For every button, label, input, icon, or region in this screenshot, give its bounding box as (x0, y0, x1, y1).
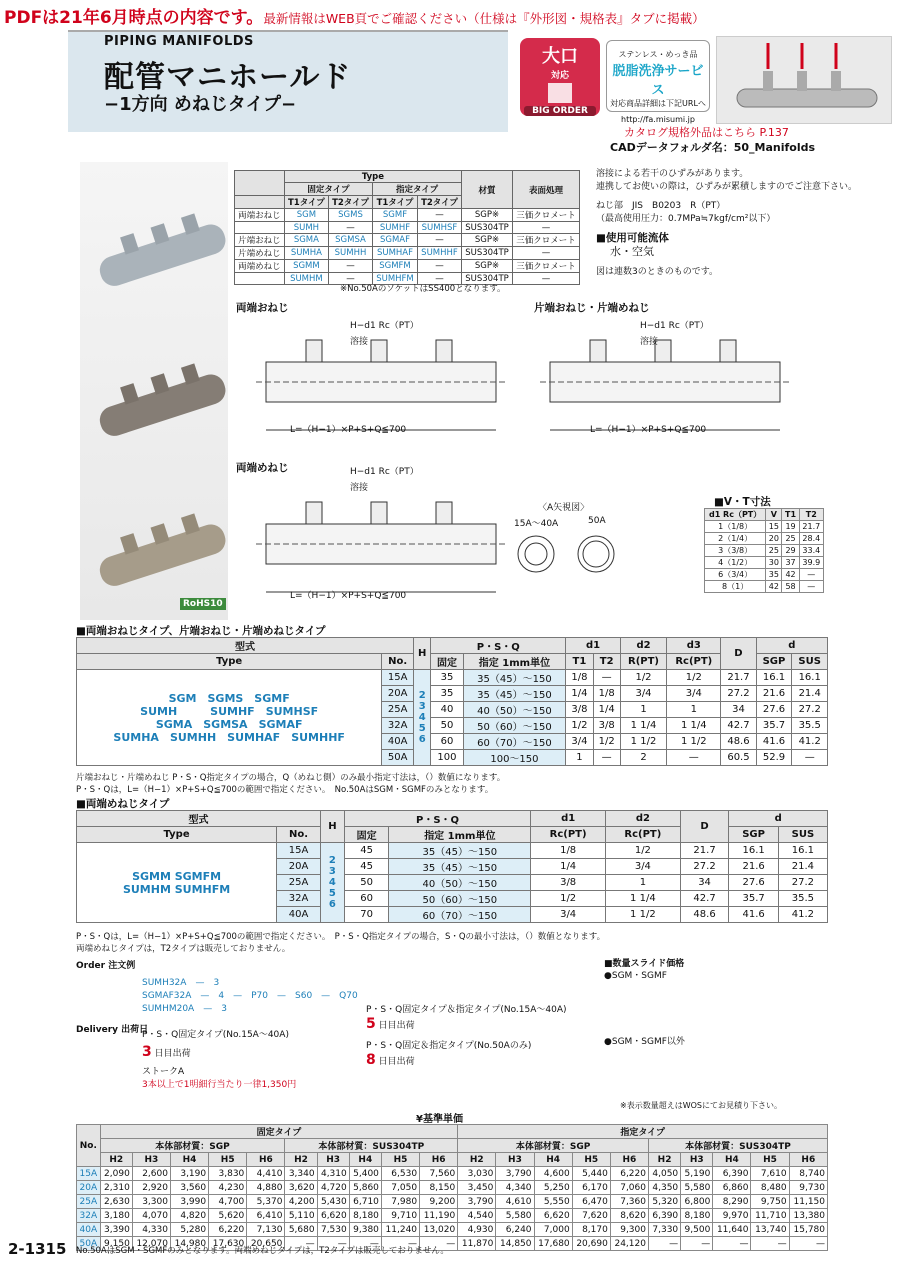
price-cell: 9,750 (751, 1195, 789, 1209)
price-note: No.50AはSGM・SGMFのみとなります。両端めねじタイプは，T2タイプは販売しておりません。 (76, 1246, 449, 1256)
price-cell: — (789, 1237, 827, 1251)
price-cell: 4,610 (496, 1195, 534, 1209)
price-cell: 7,060 (610, 1181, 648, 1195)
dimension-table-2: 型式 H P・S・Q d1 d2 D d Type No. 固定 指定 1mm単位 Rc(PT) Rc(PT) SGP SUS SGMM SGMFM SUMHM SUMHFM 15A 2 3 4 5 6 45 35（45）〜150 1/8 1/2 21.7 16.1 16.1 20A 45 35（45）〜150 1/4 3/4 27.2 21.6 21.4 25A 50 40（50）〜150 3/8 1 34 27.6 27.2 32A 60 50（60）〜150 1/2 1 1/4 42.7 35.7 35.5 40A 70 60（70）〜150 3/4 1 1/2 48.6 41.6 41.2 (76, 810, 828, 923)
price-col-header: H4 (170, 1153, 208, 1167)
hole-label-2: H−d1 Rc（PT） (640, 321, 709, 331)
product-photos (80, 162, 228, 620)
price-cell: 6,800 (681, 1195, 713, 1209)
price-col-header: H5 (572, 1153, 610, 1167)
product-diagram (716, 36, 892, 124)
catalog-link[interactable]: カタログ規格外品はこちら P.137 (624, 126, 789, 139)
price-cell: 12,070 (132, 1237, 170, 1251)
price-cell: 4,350 (648, 1181, 680, 1195)
price-cell: 6,530 (381, 1167, 419, 1181)
arrow-view-a2: 50A (588, 516, 606, 526)
price-cell: 5,620 (209, 1209, 247, 1223)
price-cell: 5,550 (534, 1195, 572, 1209)
price-cell: 6,220 (209, 1223, 247, 1237)
price-cell: 11,640 (713, 1223, 751, 1237)
price-cell: 4,230 (209, 1181, 247, 1195)
price-cell: 11,240 (381, 1223, 419, 1237)
degrease-service-badge: ステンレス・めっき品 脱脂洗浄サービス 対応商品詳細は下記URLへ http://fa.misumi.jp (606, 40, 710, 112)
price-col-header: H2 (100, 1153, 132, 1167)
price-cell: 13,740 (751, 1223, 789, 1237)
price-table-title: ¥基準単価 (416, 1114, 463, 1125)
price-col-header: H5 (209, 1153, 247, 1167)
price-cell: 3,620 (285, 1181, 317, 1195)
manifold-illustration (717, 37, 893, 125)
price-cell: 4,600 (534, 1167, 572, 1181)
price-col-header: H2 (458, 1153, 496, 1167)
price-col-header: H2 (648, 1153, 680, 1167)
price-slide-sub2: ●SGM・SGMF以外 (604, 1037, 685, 1047)
length-label-3: L=（H−1）×P+S+Q≦700 (290, 591, 407, 601)
price-cell: 4,200 (285, 1195, 317, 1209)
price-cell: 8,150 (420, 1181, 458, 1195)
price-cell: 20,650 (247, 1237, 285, 1251)
price-cell: — (713, 1237, 751, 1251)
page-subtitle: −1方向 めねじタイプ− (104, 94, 297, 115)
price-cell: 11,190 (420, 1209, 458, 1223)
length-label-2: L=（H−1）×P+S+Q≦700 (590, 425, 707, 435)
price-cell: 25A (77, 1195, 101, 1209)
price-cell: 6,390 (713, 1167, 751, 1181)
price-cell: 3,830 (209, 1167, 247, 1181)
drawing-both-female (236, 474, 526, 604)
price-cell: 4,330 (132, 1223, 170, 1237)
arrow-view-title: 〈A矢視図〉 (538, 503, 590, 513)
price-cell: 7,000 (534, 1223, 572, 1237)
page-title: 配管マニホールド (104, 60, 352, 95)
price-cell: 6,410 (247, 1209, 285, 1223)
dimension-table-1: 型式 H P・S・Q d1 d2 d3 D d Type No. 固定 指定 1mm単位 T1 T2 R(PT) Rc(PT) SGP SUS SGM SGMS SGMF SUMH SUMHF SUMHSF SGMA SGMSA SGMAF SUMHA SUMHH SUMHAF SUMHHF 15A 2 3 4 5 6 35 35（45）〜150 1/8 — 1/2 1/2 21.7 16.1 16.1 20A 35 35（45）〜150 1/4 1/8 3/4 3/4 27.2 21.6 21.4 25A 40 40（50）〜150 3/8 1/4 1 1 34 27.6 27.2 32A 50 50（60）〜150 1/2 3/8 1 1/4 1 1/4 42.7 35.7 35.5 40A 60 60（70）〜150 3/4 1/2 1 1/2 1 1/2 48.6 41.6 41.2 50A 100 100〜150 1 — 2 — 60.5 52.9 — (76, 637, 828, 766)
weld-label-1: 溶接 (350, 337, 369, 347)
table-row (77, 1195, 828, 1209)
price-cell: 3,030 (458, 1167, 496, 1181)
price-cell: 11,870 (458, 1237, 496, 1251)
price-cell: 4,310 (317, 1167, 349, 1181)
price-cell: 4,930 (458, 1223, 496, 1237)
price-cell: 6,220 (610, 1167, 648, 1181)
price-cell: — (681, 1237, 713, 1251)
drawing3-title: 両端めねじ (236, 462, 289, 474)
section1-note-1: 片端おねじ・片端めねじ P・S・Q指定タイプの場合，Q（めねじ側）のみ最小指定寸法は，（）数値になります。 (76, 773, 506, 783)
price-cell: 6,860 (713, 1181, 751, 1195)
price-cell: 2,630 (100, 1195, 132, 1209)
vt-table: d1 Rc（PT） V T1 T2 1（1/8） 15 19 21.7 2（1/4） 20 25 28.4 3（3/8） 25 29 33.4 4（1/2） 30 37 39.9 6（3/4） 35 42 — 8（1） 42 58 — (704, 508, 824, 593)
price-cell: 7,360 (610, 1195, 648, 1209)
price-cell: 17,680 (534, 1237, 572, 1251)
price-col-header: H2 (285, 1153, 317, 1167)
price-cell: 5,250 (534, 1181, 572, 1195)
price-cell: 2,920 (132, 1181, 170, 1195)
price-cell: 9,500 (681, 1223, 713, 1237)
hole-label-3: H−d1 Rc（PT） (350, 467, 419, 477)
top-banner: PDFは21年6月時点の内容です。最新情報はWEB頁でご確認ください（仕様は『外形図・規格表』タブに掲載） (4, 8, 705, 28)
price-cell: 5,110 (285, 1209, 317, 1223)
spec-note: ※No.50AのソケットはSS400となります。 (340, 284, 506, 294)
section2-title: ■両端めねじタイプ (76, 798, 170, 810)
english-title: PIPING MANIFOLDS (104, 34, 254, 49)
price-cell: 5,320 (648, 1195, 680, 1209)
price-cell: 11,710 (751, 1209, 789, 1223)
price-col-header: H4 (713, 1153, 751, 1167)
type-table: Type 材質 表面処理 固定タイプ 指定タイプ T1タイプ T2タイプ T1タイプ T2タイプ 両端おねじ SGM SGMS SGMF — SGP※ 三価クロメート SUMH — SUMHF SUMHSF SUS304TP — 片端おねじ SGMA SGMSA SGMAF — SGP※ 三価クロメート 片端めねじ SUMHA SUMHH SUMHAF SUMHHF SUS304TP — 両端めねじ SGMM — SGMFM — SGP※ 三価クロメート SUMHM — SUMHFM — SUS304TP — (234, 170, 580, 285)
price-slide-title: ■数量スライド価格 (604, 959, 685, 969)
price-cell: 7,610 (751, 1167, 789, 1181)
price-cell: 4,340 (496, 1181, 534, 1195)
price-cell: — (420, 1237, 458, 1251)
price-col-header: H6 (420, 1153, 458, 1167)
price-cell: 3,450 (458, 1181, 496, 1195)
price-cell: 14,850 (496, 1237, 534, 1251)
price-cell: 6,620 (534, 1209, 572, 1223)
price-cell: 5,280 (170, 1223, 208, 1237)
price-col-header: H4 (349, 1153, 381, 1167)
price-cell: 4,820 (170, 1209, 208, 1223)
price-table: No. 固定タイプ 指定タイプ 本体部材質：SGP 本体部材質：SUS304TP 本体部材質：SGP 本体部材質：SUS304TP H2 H3 H4 H5 H6 H2 H3 H4 H5 H6 H2 H3 H4 H5 H6 H2 H3 H4 H5 H6 15A 2,090 2,600 3,190 3,830 4,410 3,340 4,310 5,400 6,530 7,560 3,030 3,790 4,600 5,440 6,220 4,050 5,190 6,390 7,610 8,740 20A 2,310 2,920 3,560 4,230 4,880 3,620 4,720 5,860 7,050 8,150 3,450 4,340 5,250 6,170 7,060 4,350 5,580 6,860 8,480 9,730 25A 2,630 3,300 3,990 4,700 5,370 4,200 5,430 6,710 7,980 9,200 3,790 4,610 5,550 6,470 7,360 5,320 6,800 8,290 9,750 11,150 32A 3,180 4,070 4,820 5,620 6,410 5,110 6,620 8,180 9,710 11,190 4,540 5,580 6,620 7,620 8,620 6,390 8,180 9,970 11,710 13,380 40A 3,390 4,330 5,280 6,220 7,130 5,680 7,530 9,380 11,240 13,020 4,930 6,240 7,000 8,170 9,300 7,330 9,500 11,640 13,740 15,780 50A 9,150 12,070 14,980 17,630 20,650 — — — — — 11,870 14,850 17,680 20,690 24,120 — — — — — (76, 1124, 828, 1251)
price-cell: 3,790 (496, 1167, 534, 1181)
price-cell: 5,680 (285, 1223, 317, 1237)
price-cell: 5,580 (681, 1181, 713, 1195)
price-cell: 20A (77, 1181, 101, 1195)
hole-label-1: H−d1 Rc（PT） (350, 321, 419, 331)
table-row (77, 1167, 828, 1181)
weld-label-3: 溶接 (350, 483, 369, 493)
price-cell: 20,690 (572, 1237, 610, 1251)
price-col-header: H6 (610, 1153, 648, 1167)
price-slide-note: ※表示数量超えはWOSにてお見積り下さい。 (620, 1101, 782, 1110)
price-cell: 2,600 (132, 1167, 170, 1181)
price-cell: 14,980 (170, 1237, 208, 1251)
price-cell: — (349, 1237, 381, 1251)
price-cell: 40A (77, 1223, 101, 1237)
price-cell: 6,620 (317, 1209, 349, 1223)
price-cell: 3,790 (458, 1195, 496, 1209)
drawing2-title: 片端おねじ・片端めねじ (534, 302, 650, 314)
price-cell: 7,980 (381, 1195, 419, 1209)
section1-note-2: P・S・Qは，L=（H−1）×P+S+Q≦700の範囲で指定ください。 No.50AはSGM・SGMFのみとなります。 (76, 785, 494, 795)
price-col-header: H5 (381, 1153, 419, 1167)
arrow-view-drawing (516, 530, 616, 580)
price-cell: 13,380 (789, 1209, 827, 1223)
price-col-header: H6 (789, 1153, 827, 1167)
price-cell: 5,190 (681, 1167, 713, 1181)
section2-note-2: 両端めねじタイプは，T2タイプは販売しておりません。 (76, 944, 291, 954)
price-cell: 11,150 (789, 1195, 827, 1209)
price-cell: 7,330 (648, 1223, 680, 1237)
price-cell: 4,410 (247, 1167, 285, 1181)
price-cell: 6,390 (648, 1209, 680, 1223)
table-row (77, 1209, 828, 1223)
price-cell: 4,880 (247, 1181, 285, 1195)
delivery-label: Delivery 出荷日 (76, 1025, 149, 1035)
price-cell: 9,150 (100, 1237, 132, 1251)
section1-title: ■両端おねじタイプ、片端おねじ・片端めねじタイプ (76, 625, 326, 637)
length-label-1: L=（H−1）×P+S+Q≦700 (290, 425, 407, 435)
price-slide-sub: ●SGM・SGMF (604, 971, 667, 981)
price-cell: 5,580 (496, 1209, 534, 1223)
box-icon (548, 83, 572, 103)
price-col-header: H3 (681, 1153, 713, 1167)
price-cell: 8,180 (681, 1209, 713, 1223)
right-notes: 溶接による若干のひずみがあります。 連携してお使いの際は，ひずみが累積しますのでご注意下さい。 ねじ部 JIS B0203 R（PT） （最高使用圧力：0.7MPa≒7kgf/cm²以下） ■使用可能流体 水・空気 図は連数3のときのものです。 (596, 169, 858, 277)
price-cell: 3,340 (285, 1167, 317, 1181)
drawing1-title: 両端おねじ (236, 302, 289, 314)
page-number: 2-1315 (8, 1240, 67, 1258)
price-col-header: H3 (132, 1153, 170, 1167)
price-cell: 4,700 (209, 1195, 247, 1209)
price-cell: 3,560 (170, 1181, 208, 1195)
price-cell: 15,780 (789, 1223, 827, 1237)
price-cell: 9,730 (789, 1181, 827, 1195)
price-cell: 5,440 (572, 1167, 610, 1181)
price-cell: 3,990 (170, 1195, 208, 1209)
price-cell: 2,310 (100, 1181, 132, 1195)
price-cell: — (751, 1237, 789, 1251)
price-cell: 3,190 (170, 1167, 208, 1181)
weld-label-2: 溶接 (640, 337, 659, 347)
price-col-header: H3 (317, 1153, 349, 1167)
price-cell: 13,020 (420, 1223, 458, 1237)
price-cell: 4,050 (648, 1167, 680, 1181)
price-col-header: H5 (751, 1153, 789, 1167)
price-cell: 32A (77, 1209, 101, 1223)
price-cell: 50A (77, 1237, 101, 1251)
price-cell: — (317, 1237, 349, 1251)
order-label: Order 注文例 (76, 961, 136, 971)
price-cell: 7,130 (247, 1223, 285, 1237)
price-cell: 2,090 (100, 1167, 132, 1181)
table-row (77, 1181, 828, 1195)
section2-note-1: P・S・Qは，L=（H−1）×P+S+Q≦700の範囲で指定ください。 P・S・Q指定タイプの場合，S・Qの最小寸法は，（）数値となります。 (76, 932, 606, 942)
price-cell: 6,470 (572, 1195, 610, 1209)
price-cell: 24,120 (610, 1237, 648, 1251)
price-col-header: H6 (247, 1153, 285, 1167)
table-row (77, 1223, 828, 1237)
price-cell: 7,620 (572, 1209, 610, 1223)
rohs-badge: RoHS10 (180, 598, 226, 610)
price-cell: 8,170 (572, 1223, 610, 1237)
price-cell: 4,070 (132, 1209, 170, 1223)
vt-title: ■V・T寸法 (714, 496, 771, 508)
price-cell: 9,300 (610, 1223, 648, 1237)
price-cell: 9,970 (713, 1209, 751, 1223)
price-cell: 9,710 (381, 1209, 419, 1223)
price-cell: 5,860 (349, 1181, 381, 1195)
price-cell: 8,290 (713, 1195, 751, 1209)
price-cell: 3,300 (132, 1195, 170, 1209)
price-cell: 8,620 (610, 1209, 648, 1223)
price-cell: 3,390 (100, 1223, 132, 1237)
price-cell: — (285, 1237, 317, 1251)
price-cell: 7,560 (420, 1167, 458, 1181)
price-cell: — (648, 1237, 680, 1251)
price-cell: 7,050 (381, 1181, 419, 1195)
price-cell: 9,380 (349, 1223, 381, 1237)
price-col-header: H4 (534, 1153, 572, 1167)
price-cell: 4,540 (458, 1209, 496, 1223)
price-cell: 8,180 (349, 1209, 381, 1223)
price-cell: 6,710 (349, 1195, 381, 1209)
price-cell: 5,430 (317, 1195, 349, 1209)
price-cell: 6,170 (572, 1181, 610, 1195)
price-cell: 7,530 (317, 1223, 349, 1237)
cad-folder: CADデータフォルダ名：50_Manifolds (610, 141, 816, 154)
price-cell: 8,740 (789, 1167, 827, 1181)
price-cell: 6,240 (496, 1223, 534, 1237)
price-cell: 3,180 (100, 1209, 132, 1223)
price-cell: 8,480 (751, 1181, 789, 1195)
big-order-badge: 大口 対応 BIG ORDER (520, 38, 600, 116)
arrow-view-a1: 15A〜40A (514, 519, 559, 529)
price-cell: 9,200 (420, 1195, 458, 1209)
price-col-header: H3 (496, 1153, 534, 1167)
price-cell: 5,400 (349, 1167, 381, 1181)
price-cell: 17,630 (209, 1237, 247, 1251)
price-cell: 4,720 (317, 1181, 349, 1195)
price-cell: 5,370 (247, 1195, 285, 1209)
order-section: Order 注文例 SUMH32A — 3 SGMAF32A — 4 — P70 — S60 — Q70 SUMHM20A — 3 Delivery 出荷日 P・S・Q固定タイプ(No.15A〜40A) 3 日目出荷 ストークA 3本以上で1明細行当たり一律1,350円 P・S・Q固定タイプ＆指定タイプ(No.15A〜40A) 5 日目出荷 P・S・Q固定＆指定タイプ(No.50Aのみ) 8 日目出荷 (76, 958, 596, 1108)
price-cell: 15A (77, 1167, 101, 1181)
price-cell: — (381, 1237, 419, 1251)
